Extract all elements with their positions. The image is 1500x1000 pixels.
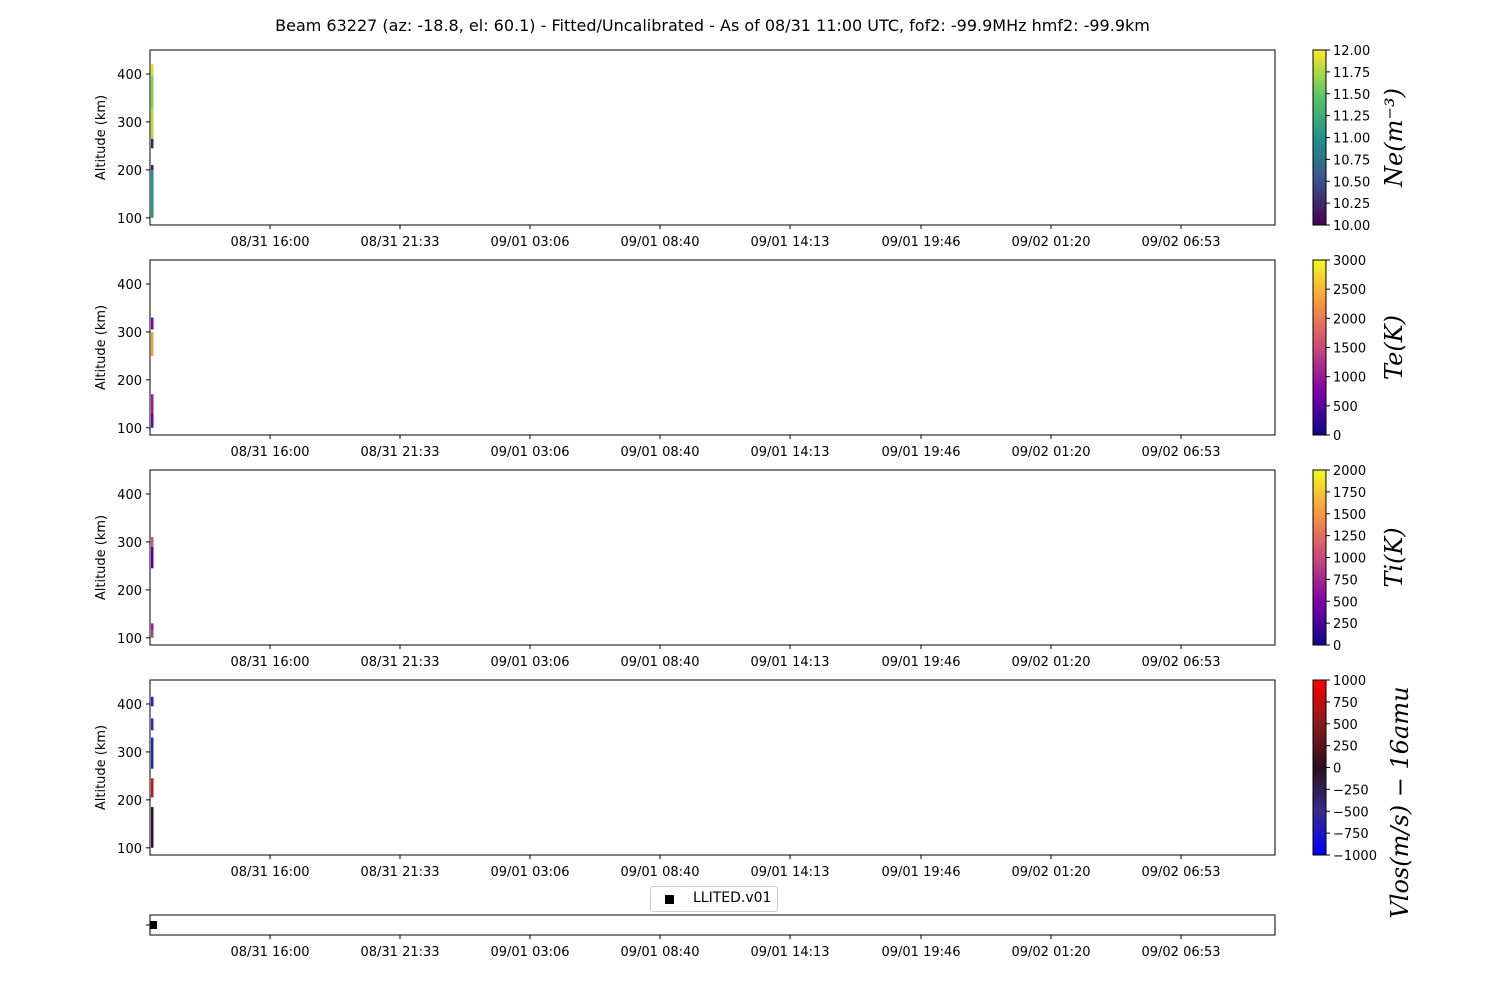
colorbar-tick-label: 2000: [1333, 312, 1367, 328]
x-tick-label: 09/01 03:06: [490, 445, 570, 460]
data-segment: [151, 547, 154, 569]
y-tick-label: 400: [117, 487, 142, 503]
panel-3: [94, 464, 1408, 670]
x-tick-label: 09/02 06:53: [1141, 945, 1221, 960]
data-segment: [151, 318, 154, 330]
colorbar-tick-label: 500: [1333, 717, 1358, 733]
colorbar-tick-label: 11.75: [1333, 65, 1371, 81]
panel-2: [94, 254, 1408, 460]
plot-area: [150, 50, 1275, 225]
y-axis-label: Altitude (km): [94, 304, 109, 391]
x-tick-label: 09/01 08:40: [620, 945, 700, 960]
x-tick-label: 09/01 19:46: [881, 945, 961, 960]
data-segment: [151, 697, 154, 707]
status-strip: [146, 915, 1275, 960]
colorbar-tick-label: 1000: [1333, 674, 1367, 689]
x-tick-label: 09/01 08:40: [620, 655, 700, 670]
legend-marker: [665, 895, 674, 904]
x-tick-label: 08/31 21:33: [360, 945, 440, 960]
data-segment: [151, 623, 154, 630]
colorbar-tick-label: −1000: [1333, 849, 1377, 864]
y-tick-label: 400: [117, 67, 142, 83]
colorbar-tick-label: 1500: [1333, 507, 1367, 523]
x-tick-label: 09/02 01:20: [1011, 865, 1091, 880]
data-segment: [151, 76, 154, 107]
legend: [650, 886, 778, 912]
x-tick-label: 09/02 06:53: [1141, 235, 1221, 250]
data-segment: [151, 807, 154, 848]
colorbar-label: Ne(m⁻³): [1380, 88, 1408, 187]
x-tick-label: 09/01 08:40: [620, 235, 700, 250]
x-tick-label: 09/02 01:20: [1011, 235, 1091, 250]
x-tick-label: 08/31 16:00: [230, 945, 310, 960]
colorbar-tick-label: 10.00: [1333, 219, 1371, 234]
colorbar-tick-label: 750: [1333, 695, 1358, 711]
colorbar-tick-label: 11.25: [1333, 109, 1371, 125]
data-segment: [151, 718, 154, 730]
y-tick-label: 300: [117, 115, 142, 131]
x-tick-label: 09/01 08:40: [620, 445, 700, 460]
data-segment: [151, 394, 154, 413]
colorbar-tick-label: 500: [1333, 399, 1358, 415]
x-tick-label: 08/31 21:33: [360, 445, 440, 460]
x-tick-label: 09/01 19:46: [881, 865, 961, 880]
data-segment: [151, 167, 154, 217]
y-tick-label: 100: [117, 841, 142, 857]
colorbar-tick-label: 1000: [1333, 370, 1367, 386]
x-tick-label: 09/02 06:53: [1141, 865, 1221, 880]
plot-area: [150, 680, 1275, 855]
legend-label: LLITED.v01: [693, 890, 772, 906]
data-segment: [151, 537, 154, 547]
x-tick-label: 09/01 03:06: [490, 945, 570, 960]
x-tick-label: 09/01 03:06: [490, 655, 570, 670]
colorbar-tick-label: 250: [1333, 617, 1358, 633]
data-segment: [151, 108, 154, 139]
y-tick-label: 200: [117, 583, 142, 599]
colorbar-tick-label: −750: [1333, 827, 1369, 843]
x-tick-label: 09/01 14:13: [750, 945, 830, 960]
colorbar-tick-label: 250: [1333, 739, 1358, 755]
x-tick-label: 08/31 16:00: [230, 235, 310, 250]
x-tick-label: 09/01 03:06: [490, 865, 570, 880]
data-segment: [151, 413, 154, 427]
colorbar-tick-label: 12.00: [1333, 44, 1371, 59]
colorbar-tick-label: 2000: [1333, 464, 1367, 479]
x-tick-label: 09/01 03:06: [490, 235, 570, 250]
colorbar-tick-label: 1750: [1333, 485, 1367, 501]
plot-area: [150, 260, 1275, 435]
x-tick-label: 09/01 08:40: [620, 865, 700, 880]
colorbar-tick-label: 0: [1333, 639, 1342, 654]
colorbar: [1313, 680, 1326, 855]
y-tick-label: 100: [117, 631, 142, 647]
x-tick-label: 09/01 19:46: [881, 655, 961, 670]
y-axis-label: Altitude (km): [94, 724, 109, 811]
chart-title: Beam 63227 (az: -18.8, el: 60.1) - Fitted/Uncalibrated - As of 08/31 11:00 UTC, fof2: -99.9MHz hmf2: -99.9km: [275, 16, 1150, 35]
y-tick-label: 100: [117, 211, 142, 227]
y-tick-label: 300: [117, 535, 142, 551]
colorbar: [1313, 260, 1326, 435]
y-axis-label: Altitude (km): [94, 514, 109, 601]
status-marker: [150, 921, 157, 929]
colorbar-tick-label: 1250: [1333, 529, 1367, 545]
colorbar-label: Te(K): [1380, 314, 1408, 381]
colorbar-tick-label: 0: [1333, 429, 1342, 444]
colorbar-tick-label: 1500: [1333, 341, 1367, 357]
data-segment: [151, 778, 154, 797]
y-tick-label: 300: [117, 325, 142, 341]
plot-area: [150, 470, 1275, 645]
data-segment: [151, 139, 154, 149]
x-tick-label: 08/31 21:33: [360, 865, 440, 880]
x-tick-label: 08/31 16:00: [230, 445, 310, 460]
y-tick-label: 200: [117, 373, 142, 389]
colorbar-tick-label: 500: [1333, 595, 1358, 611]
x-tick-label: 09/01 14:13: [750, 655, 830, 670]
colorbar-tick-label: 2500: [1333, 283, 1367, 299]
colorbar-tick-label: 750: [1333, 573, 1358, 589]
x-tick-label: 09/02 01:20: [1011, 655, 1091, 670]
colorbar-tick-label: 11.00: [1333, 131, 1371, 147]
data-segment: [151, 738, 154, 769]
colorbar-tick-label: 3000: [1333, 254, 1367, 269]
x-tick-label: 09/01 14:13: [750, 445, 830, 460]
colorbar-tick-label: −250: [1333, 783, 1369, 799]
colorbar-tick-label: 10.25: [1333, 197, 1371, 213]
x-tick-label: 09/01 19:46: [881, 445, 961, 460]
x-tick-label: 09/02 06:53: [1141, 655, 1221, 670]
x-tick-label: 09/01 14:13: [750, 865, 830, 880]
colorbar-tick-label: 11.50: [1333, 87, 1371, 103]
x-tick-label: 09/02 01:20: [1011, 445, 1091, 460]
y-tick-label: 300: [117, 745, 142, 761]
y-tick-label: 400: [117, 697, 142, 713]
panel-1: [94, 44, 1408, 250]
status-frame: [150, 915, 1275, 935]
colorbar: [1313, 50, 1326, 225]
colorbar-tick-label: 10.75: [1333, 153, 1371, 169]
x-tick-label: 08/31 16:00: [230, 655, 310, 670]
data-segment: [151, 64, 154, 76]
x-tick-label: 08/31 16:00: [230, 865, 310, 880]
colorbar-label: Vlos(m/s) − 16amu: [1386, 686, 1414, 919]
colorbar-tick-label: 10.50: [1333, 175, 1371, 191]
x-tick-label: 08/31 21:33: [360, 655, 440, 670]
data-segment: [151, 631, 154, 638]
data-segment: [151, 165, 154, 170]
colorbar-label: Ti(K): [1380, 527, 1408, 588]
y-tick-label: 200: [117, 163, 142, 179]
x-tick-label: 09/01 14:13: [750, 235, 830, 250]
colorbar-tick-label: −500: [1333, 805, 1369, 821]
y-tick-label: 200: [117, 793, 142, 809]
y-axis-label: Altitude (km): [94, 94, 109, 181]
panel-4: [94, 674, 1414, 919]
colorbar-tick-label: 0: [1333, 761, 1342, 777]
y-tick-label: 100: [117, 421, 142, 437]
x-tick-label: 09/01 19:46: [881, 235, 961, 250]
x-tick-label: 08/31 21:33: [360, 235, 440, 250]
colorbar: [1313, 470, 1326, 645]
colorbar-tick-label: 1000: [1333, 551, 1367, 567]
data-segment: [151, 332, 154, 356]
x-tick-label: 09/02 06:53: [1141, 445, 1221, 460]
x-tick-label: 09/02 01:20: [1011, 945, 1091, 960]
y-tick-label: 400: [117, 277, 142, 293]
